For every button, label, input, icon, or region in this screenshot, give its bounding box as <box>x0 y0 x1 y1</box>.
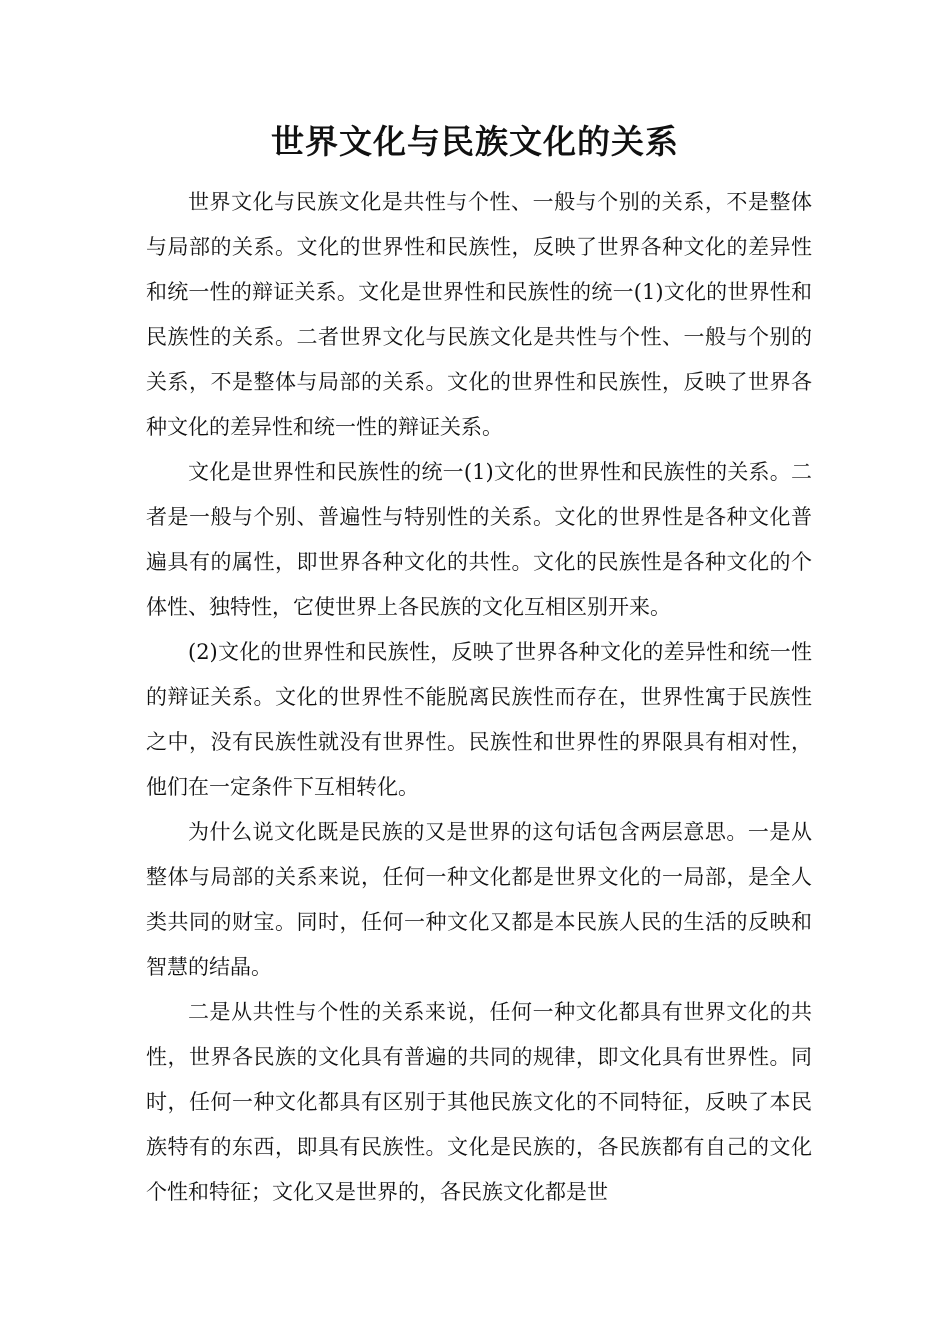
document-title: 世界文化与民族文化的关系 <box>271 122 679 161</box>
paragraph-4: 为什么说文化既是民族的又是世界的这句话包含两层意思。一是从整体与局部的关系来说，任何一种文化都是世界文化的一局部，是全人类共同的财宝。同时，任何一种文化又都是本民族人民的生活的反映和智慧的结晶。 <box>146 820 812 979</box>
paragraph-3: (2)文化的世界性和民族性，反映了世界各种文化的差异性和统一性的辩证关系。文化的世界性不能脱离民族性而存在，世界性寓于民族性之中，没有民族性就没有世界性。民族性和世界性的界限具有相对性，他们在一定条件下互相转化。 <box>146 640 812 799</box>
paragraph-2: 文化是世界性和民族性的统一(1)文化的世界性和民族性的关系。二者是一般与个别、普遍性与特别性的关系。文化的世界性是各种文化普遍具有的属性，即世界各种文化的共性。文化的民族性是各种文化的个体性、独特性，它使世界上各民族的文化互相区别开来。 <box>146 460 812 619</box>
paragraph-5: 二是从共性与个性的关系来说，任何一种文化都具有世界文化的共性，世界各民族的文化具有普遍的共同的规律，即文化具有世界性。同时，任何一种文化都具有区别于其他民族文化的不同特征，反映了本民族特有的东西，即具有民族性。文化是民族的，各民族都有自己的文化个性和特征；文化又是世界的，各民族文化都是世 <box>146 1000 812 1204</box>
document-body <box>146 180 812 1215</box>
paragraph-1: 世界文化与民族文化是共性与个性、一般与个别的关系，不是整体与局部的关系。文化的世界性和民族性，反映了世界各种文化的差异性和统一性的辩证关系。文化是世界性和民族性的统一(1)文化的世界性和民族性的关系。二者世界文化与民族文化是共性与个性、一般与个别的关系，不是整体与局部的关系。文化的世界性和民族性，反映了世界各种文化的差异性和统一性的辩证关系。 <box>146 190 812 439</box>
